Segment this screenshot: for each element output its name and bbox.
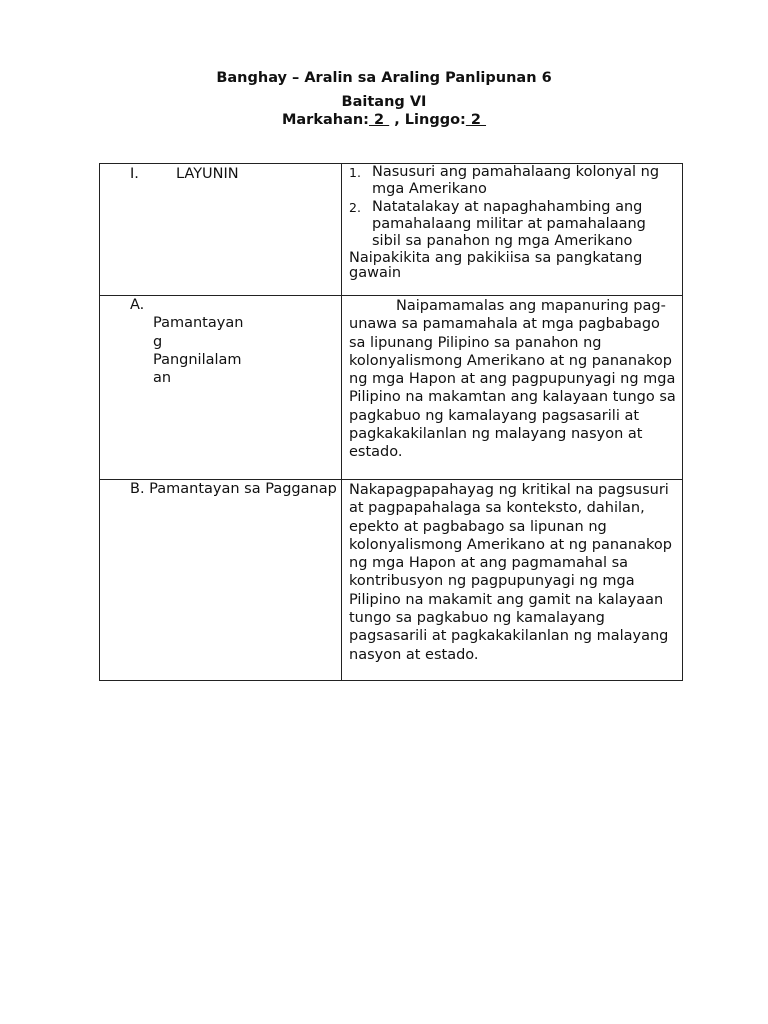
pagganap-label: B. Pamantayan sa Pagganap [130,481,337,497]
table-row-pamantayang-pangnilalaman [100,296,683,480]
objective-number: 1. [349,165,361,180]
layunin-label: LAYUNIN [176,166,239,182]
layunin-number: I. [130,166,139,182]
pangnilalaman-content-cell [342,296,683,480]
linggo-label: , Linggo: [394,112,466,128]
objective-text: Natatalakay at napaghahambing ang pamahalaang militar at pamahalaang sibil sa panahon ng mga Amerikano [372,199,646,249]
markahan-value: 2 [368,112,390,128]
objective-text: Nasusuri ang pamahalaang kolonyal ng mga Amerikano [372,164,660,197]
objectives-list [349,164,677,250]
grade-level: Baitang VI [341,94,427,110]
layunin-content-cell [342,164,683,296]
linggo-value: 2 [465,112,487,128]
quarter-week-line [0,112,768,128]
pangnilalaman-label-line: an [153,370,172,387]
table-row-layunin [100,164,683,296]
pangnilalaman-label-line: g [153,333,163,350]
pagganap-content-cell [342,480,683,681]
pangnilalaman-label-line: Pangnilalam [153,351,242,368]
objective-number: 2. [349,200,361,215]
lesson-plan-table [99,163,683,681]
pangnilalaman-number: A. [130,297,145,313]
pangnilalaman-label-cell [100,296,342,480]
layunin-label-cell [100,164,342,296]
document-title: Banghay – Aralin sa Araling Panlipunan 6 [216,70,552,86]
objective-extra: Naipakikita ang pakikiisa sa pangkatang gawain [349,250,643,281]
table-row-pamantayan-sa-pagganap [100,480,683,681]
markahan-label: Markahan: [281,112,369,128]
pangnilalaman-content: Naipamamalas ang mapanuring pag-unawa sa pamamahala at mga pagbabago sa lipunang Pilipino sa panahon ng kolonyalismong Amerikano at ng pananakop ng mga Hapon at ang pagpupunyagi ng mga Pilipino na makamtan ang kalayaan tungo sa pagkabuo ng kamalayang pagsasarili at pagkakakilanlan ng malayang nasyon at estado. [349,298,676,461]
list-item [349,199,677,250]
pagganap-content: Nakapagpapahayag ng kritikal na pagsusuri at pagpapahalaga sa konteksto, dahilan, epekto at pagbabago sa lipunan ng kolonyalismong Amerikano at ng pananakop ng mga Hapon at ang pagmamahal sa kontribusyon ng pagpupunyagi ng mga Pilipino na makamit ang gamit na kalayaan tungo sa pagkabuo ng kamalayang pagsasarili at pagkakakilanlan ng malayang nasyon at estado. [349,482,672,663]
list-item [349,164,677,198]
pangnilalaman-label-line: Pamantayan [153,315,244,332]
pagganap-label-cell [100,480,342,681]
